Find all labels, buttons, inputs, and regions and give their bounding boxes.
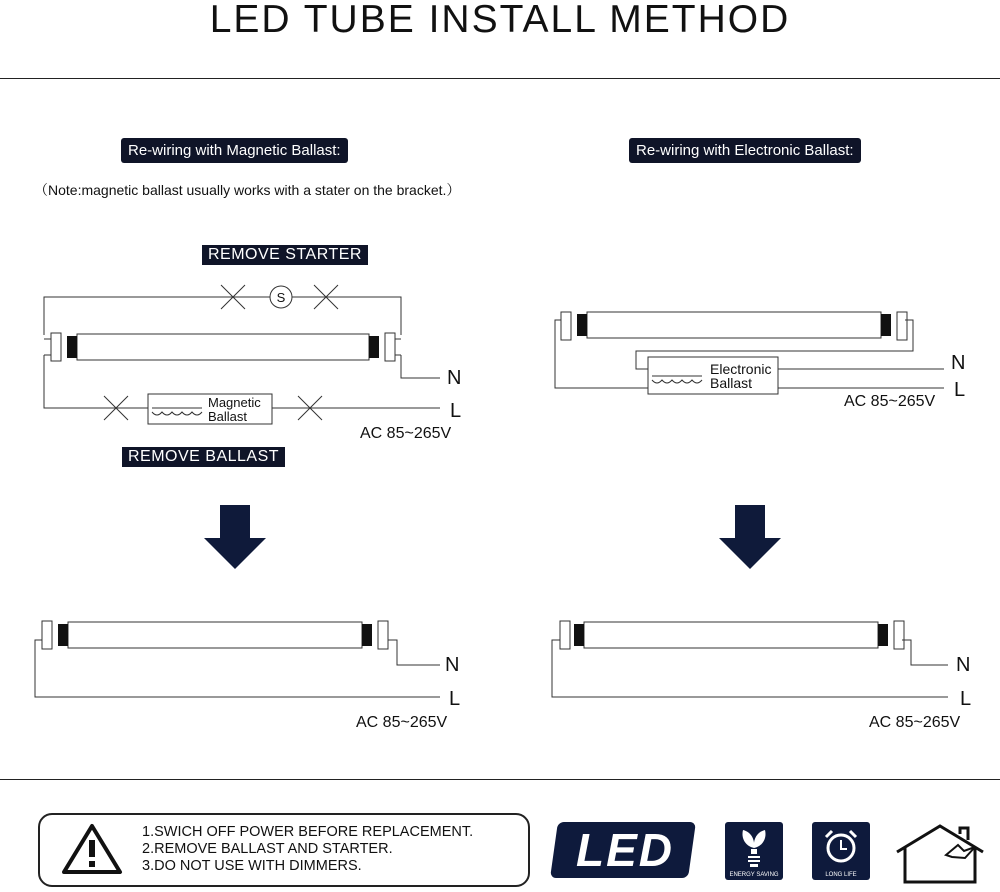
led-badge-text: LED	[576, 824, 674, 876]
magnetic-ballast-tag: Re-wiring with Magnetic Ballast:	[121, 138, 348, 163]
long-life-badge	[812, 822, 870, 880]
magnetic-ballast-label-1: Magnetic	[208, 395, 261, 410]
left-n-label: N	[447, 367, 462, 389]
energy-saving-badge	[725, 822, 783, 880]
magnetic-note: （Note:magnetic ballast usually works with a stater on the bracket.）	[34, 182, 461, 198]
electronic-ballast-label-1: Electronic	[710, 361, 772, 377]
right-after-l-label: L	[960, 688, 972, 710]
right-n-label: N	[951, 352, 966, 374]
left-ac-label: AC 85~265V	[360, 425, 452, 442]
energy-saving-label: ENERGY SAVING	[729, 872, 779, 878]
left-after-ac-label: AC 85~265V	[356, 714, 448, 731]
page-title: LED TUBE INSTALL METHOD	[209, 0, 791, 41]
warning-line: 3.DO NOT USE WITH DIMMERS.	[142, 858, 362, 874]
remove-starter-tag: REMOVE STARTER	[202, 245, 368, 265]
long-life-label: LONG LIFE	[825, 872, 857, 878]
magnetic-ballast-label-2: Ballast	[208, 409, 248, 424]
right-after-n-label: N	[956, 654, 971, 676]
left-after-diagram	[35, 621, 440, 697]
warning-line: 1.SWICH OFF POWER BEFORE REPLACEMENT.	[142, 824, 474, 840]
right-l-label: L	[954, 379, 966, 401]
warning-line: 2.REMOVE BALLAST AND STARTER.	[142, 841, 393, 857]
left-after-n-label: N	[445, 654, 460, 676]
left-after-l-label: L	[449, 688, 461, 710]
down-arrow-right	[719, 505, 781, 569]
remove-ballast-tag: REMOVE BALLAST	[122, 447, 285, 467]
left-l-label: L	[450, 400, 462, 422]
starter-symbol: S	[276, 290, 286, 305]
electronic-ballast-tag: Re-wiring with Electronic Ballast:	[629, 138, 861, 163]
right-after-diagram	[552, 621, 948, 697]
electronic-ballast-label-2: Ballast	[710, 375, 753, 391]
down-arrow-left	[204, 505, 266, 569]
right-after-ac-label: AC 85~265V	[869, 714, 961, 731]
warning-list	[142, 824, 473, 875]
right-ac-label: AC 85~265V	[844, 393, 936, 410]
house-icon	[897, 826, 983, 882]
